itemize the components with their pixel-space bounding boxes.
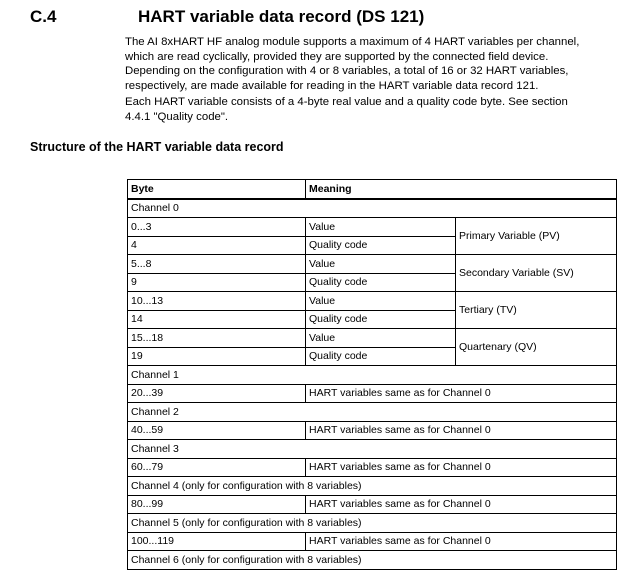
table-row — [128, 199, 617, 218]
table-cell: 10...13 — [128, 292, 306, 311]
table-cell: HART variables same as for Channel 0 — [306, 495, 617, 514]
table-cell: 80...99 — [128, 495, 306, 514]
table-cell: Channel 2 — [128, 403, 617, 422]
table-row — [128, 292, 617, 311]
body-line: Depending on the configuration with 4 or 8 variables, a total of 16 or 32 HART variables, — [125, 65, 569, 78]
table-row — [128, 384, 617, 403]
table-cell: 60...79 — [128, 458, 306, 477]
table-header-cell: Meaning — [306, 180, 617, 199]
table-body — [128, 199, 617, 570]
table-row — [128, 403, 617, 422]
table-cell: 40...59 — [128, 421, 306, 440]
table-cell: Quality code — [306, 236, 456, 255]
table-head — [128, 180, 617, 199]
table-cell: 5...8 — [128, 255, 306, 274]
body-line: The AI 8xHART HF analog module supports a maximum of 4 HART variables per channel, — [125, 36, 580, 48]
table-cell: 20...39 — [128, 384, 306, 403]
table-cell: 14 — [128, 310, 306, 329]
table-cell: 4 — [128, 236, 306, 255]
table-cell: Value — [306, 255, 456, 274]
table-cell: 19 — [128, 347, 306, 366]
table-row — [128, 532, 617, 551]
table-cell: Channel 0 — [128, 199, 617, 218]
table-row — [128, 440, 617, 459]
table-cell: HART variables same as for Channel 0 — [306, 384, 617, 403]
table-cell: 9 — [128, 273, 306, 292]
table-cell: Channel 1 — [128, 366, 617, 385]
table-row — [128, 366, 617, 385]
body-line: Each HART variable consists of a 4-byte real value and a quality code byte. See section — [125, 95, 568, 108]
table-cell: HART variables same as for Channel 0 — [306, 458, 617, 477]
table-row — [128, 477, 617, 496]
table-cell: 0...3 — [128, 218, 306, 237]
table-cell: 15...18 — [128, 329, 306, 348]
table-row — [128, 458, 617, 477]
section-title: HART variable data record (DS 121) — [138, 7, 425, 26]
table-caption: Structure of the HART variable data record — [30, 140, 284, 154]
table-row — [128, 495, 617, 514]
table-row — [128, 180, 617, 199]
table-cell: Secondary Variable (SV) — [456, 255, 617, 292]
table-cell: Quality code — [306, 347, 456, 366]
table-row — [128, 329, 617, 348]
table-cell: Quality code — [306, 273, 456, 292]
table-cell: Primary Variable (PV) — [456, 218, 617, 255]
table-row — [128, 255, 617, 274]
table-cell: Quality code — [306, 310, 456, 329]
table-cell: HART variables same as for Channel 0 — [306, 532, 617, 551]
table-row — [128, 218, 617, 237]
table-cell: 100...119 — [128, 532, 306, 551]
body-text — [125, 35, 600, 124]
table-header-cell: Byte — [128, 180, 306, 199]
table-cell: Channel 4 (only for configuration with 8 variables) — [128, 477, 617, 496]
table-cell: Channel 6 (only for configuration with 8 variables) — [128, 551, 617, 570]
table-cell: Value — [306, 329, 456, 348]
table-cell: Channel 3 — [128, 440, 617, 459]
table-cell: Value — [306, 292, 456, 311]
table-cell: Channel 5 (only for configuration with 8 variables) — [128, 514, 617, 533]
table-row — [128, 551, 617, 570]
body-line: which are read cyclically, provided they are supported by the connected field device. — [125, 50, 549, 63]
table-cell: Quartenary (QV) — [456, 329, 617, 366]
table-row — [128, 421, 617, 440]
body-line: respectively, are made available for reading in the HART variable data record 121. — [125, 80, 539, 93]
table-row — [128, 514, 617, 533]
table-cell: Value — [306, 218, 456, 237]
data-table — [127, 179, 617, 570]
section-number: C.4 — [30, 7, 57, 26]
table-cell: Tertiary (TV) — [456, 292, 617, 329]
body-line: 4.4.1 "Quality code". — [125, 110, 229, 123]
table-cell: HART variables same as for Channel 0 — [306, 421, 617, 440]
